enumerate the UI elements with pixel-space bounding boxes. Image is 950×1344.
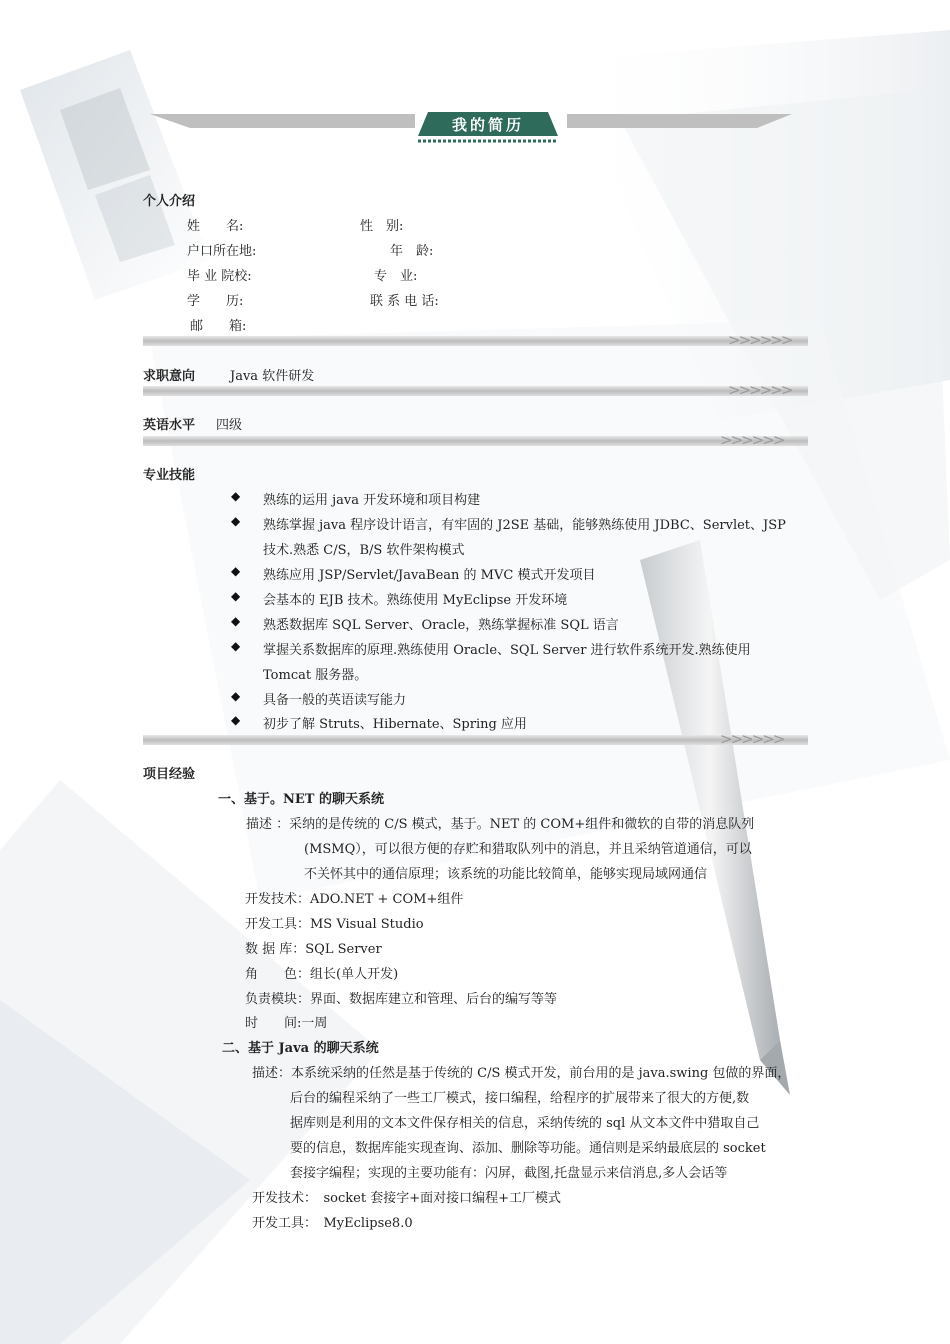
name-label: 姓 名: <box>187 219 244 234</box>
divider-bar <box>143 436 808 446</box>
project-1-title: 一、基于。NET 的聊天系统 <box>218 792 384 807</box>
bullet-icon: ◆ <box>231 713 241 727</box>
skill-item: 具备一般的英语读写能力 <box>263 693 407 708</box>
project-1-desc: (MSMQ），可以很方便的存贮和猎取队列中的消息，并且采纳管道通信，可以 <box>304 842 752 857</box>
school-label: 毕 业 院校: <box>187 269 252 284</box>
header-banner <box>418 110 558 146</box>
project-1-tech: 开发技术：ADO.NET + COM+组件 <box>245 892 464 907</box>
project-1-desc: 描述 ：采纳的是传统的 C/S 模式，基于。NET 的 COM+组件和微软的自带的消息队列 <box>246 817 755 832</box>
header-line-right <box>567 114 792 128</box>
project-2-tech: 开发技术： socket 套接字+面对接口编程+工厂模式 <box>252 1191 561 1206</box>
skill-item-continued: 技术.熟悉 C/S，B/S 软件架构模式 <box>263 543 465 558</box>
section-title-english: 英语水平 <box>143 418 196 433</box>
english-value: 四级 <box>216 418 243 433</box>
project-2-desc: 据库则是利用的文本文件保存相关的信息，采纳传统的 sql 从文本文件中猎取自己 <box>290 1116 760 1131</box>
skill-item: 熟练掌握 java 程序设计语言，有牢固的 J2SE 基础，能够熟练使用 JDBC、Servlet、JSP <box>263 518 786 533</box>
section-title-personal: 个人介绍 <box>143 194 196 209</box>
section-title-projects: 项目经验 <box>143 767 196 782</box>
skill-item: 初步了解 Struts、Hibernate、Spring 应用 <box>263 717 527 732</box>
phone-label: 联 系 电 话: <box>370 294 439 309</box>
bullet-icon: ◆ <box>231 489 241 503</box>
bullet-icon: ◆ <box>231 514 241 528</box>
skill-item: 熟练的运用 java 开发环境和项目构建 <box>263 493 481 508</box>
bullet-icon: ◆ <box>231 589 241 603</box>
project-1-desc: 不关怀其中的通信原理；该系统的功能比较简单，能够实现局域网通信 <box>304 867 708 882</box>
gender-label: 性 别: <box>360 219 404 234</box>
chevron-decoration: >>>>>> <box>720 431 784 449</box>
bullet-icon: ◆ <box>231 614 241 628</box>
hukou-label: 户口所在地: <box>187 244 257 259</box>
chevron-decoration: >>>>>> <box>728 331 792 349</box>
project-2-title: 二、基于 Java 的聊天系统 <box>222 1041 379 1056</box>
chevron-decoration: >>>>>> <box>720 730 784 748</box>
skill-item-continued: Tomcat 服务器。 <box>263 668 368 683</box>
project-2-desc: 描述：本系统采纳的任然是基于传统的 C/S 模式开发，前台用的是 java.swing 包做的界面， <box>252 1066 791 1081</box>
project-2-tool: 开发工具： MyEclipse8.0 <box>252 1216 413 1231</box>
skill-item: 熟练应用 JSP/Servlet/JavaBean 的 MVC 模式开发项目 <box>263 568 596 583</box>
bullet-icon: ◆ <box>231 639 241 653</box>
divider-bar <box>143 386 808 396</box>
bullet-icon: ◆ <box>231 689 241 703</box>
age-label: 年 龄: <box>390 244 434 259</box>
major-label: 专 业: <box>374 269 418 284</box>
bullet-icon: ◆ <box>231 564 241 578</box>
skill-item: 会基本的 EJB 技术。熟练使用 MyEclipse 开发环境 <box>263 593 568 608</box>
divider-bar <box>143 735 808 745</box>
project-2-desc: 套接字编程；实现的主要功能有：闪屏，截图,托盘显示来信消息,多人会话等 <box>290 1166 728 1181</box>
page-title: 我的简历 <box>451 116 524 134</box>
header-line-left <box>150 114 415 128</box>
email-label: 邮 箱: <box>190 319 247 334</box>
section-title-objective: 求职意向 <box>143 369 196 384</box>
chevron-decoration: >>>>>> <box>728 381 792 399</box>
section-title-skills: 专业技能 <box>143 468 196 483</box>
project-1-module: 负责模块：界面、数据库建立和管理、后台的编写等等 <box>245 992 558 1007</box>
objective-value: Java 软件研发 <box>230 369 315 384</box>
skill-item: 掌握关系数据库的原理.熟练使用 Oracle、SQL Server 进行软件系统开发.熟练使用 <box>263 643 751 658</box>
project-1-time: 时 间:一周 <box>245 1016 328 1031</box>
project-1-db: 数 据 库：SQL Server <box>245 942 382 957</box>
degree-label: 学 历: <box>187 294 244 309</box>
project-1-tool: 开发工具：MS Visual Studio <box>245 917 424 932</box>
project-2-desc: 后台的编程采纳了一些工厂模式，接口编程，给程序的扩展带来了很大的方便,数 <box>290 1091 750 1106</box>
project-2-desc: 要的信息，数据库能实现查询、添加、删除等功能。通信则是采纳最底层的 socket <box>290 1141 766 1156</box>
skill-item: 熟悉数据库 SQL Server、Oracle，熟练掌握标准 SQL 语言 <box>263 618 619 633</box>
divider-bar <box>143 336 808 346</box>
project-1-role: 角 色：组长(单人开发) <box>245 967 399 982</box>
